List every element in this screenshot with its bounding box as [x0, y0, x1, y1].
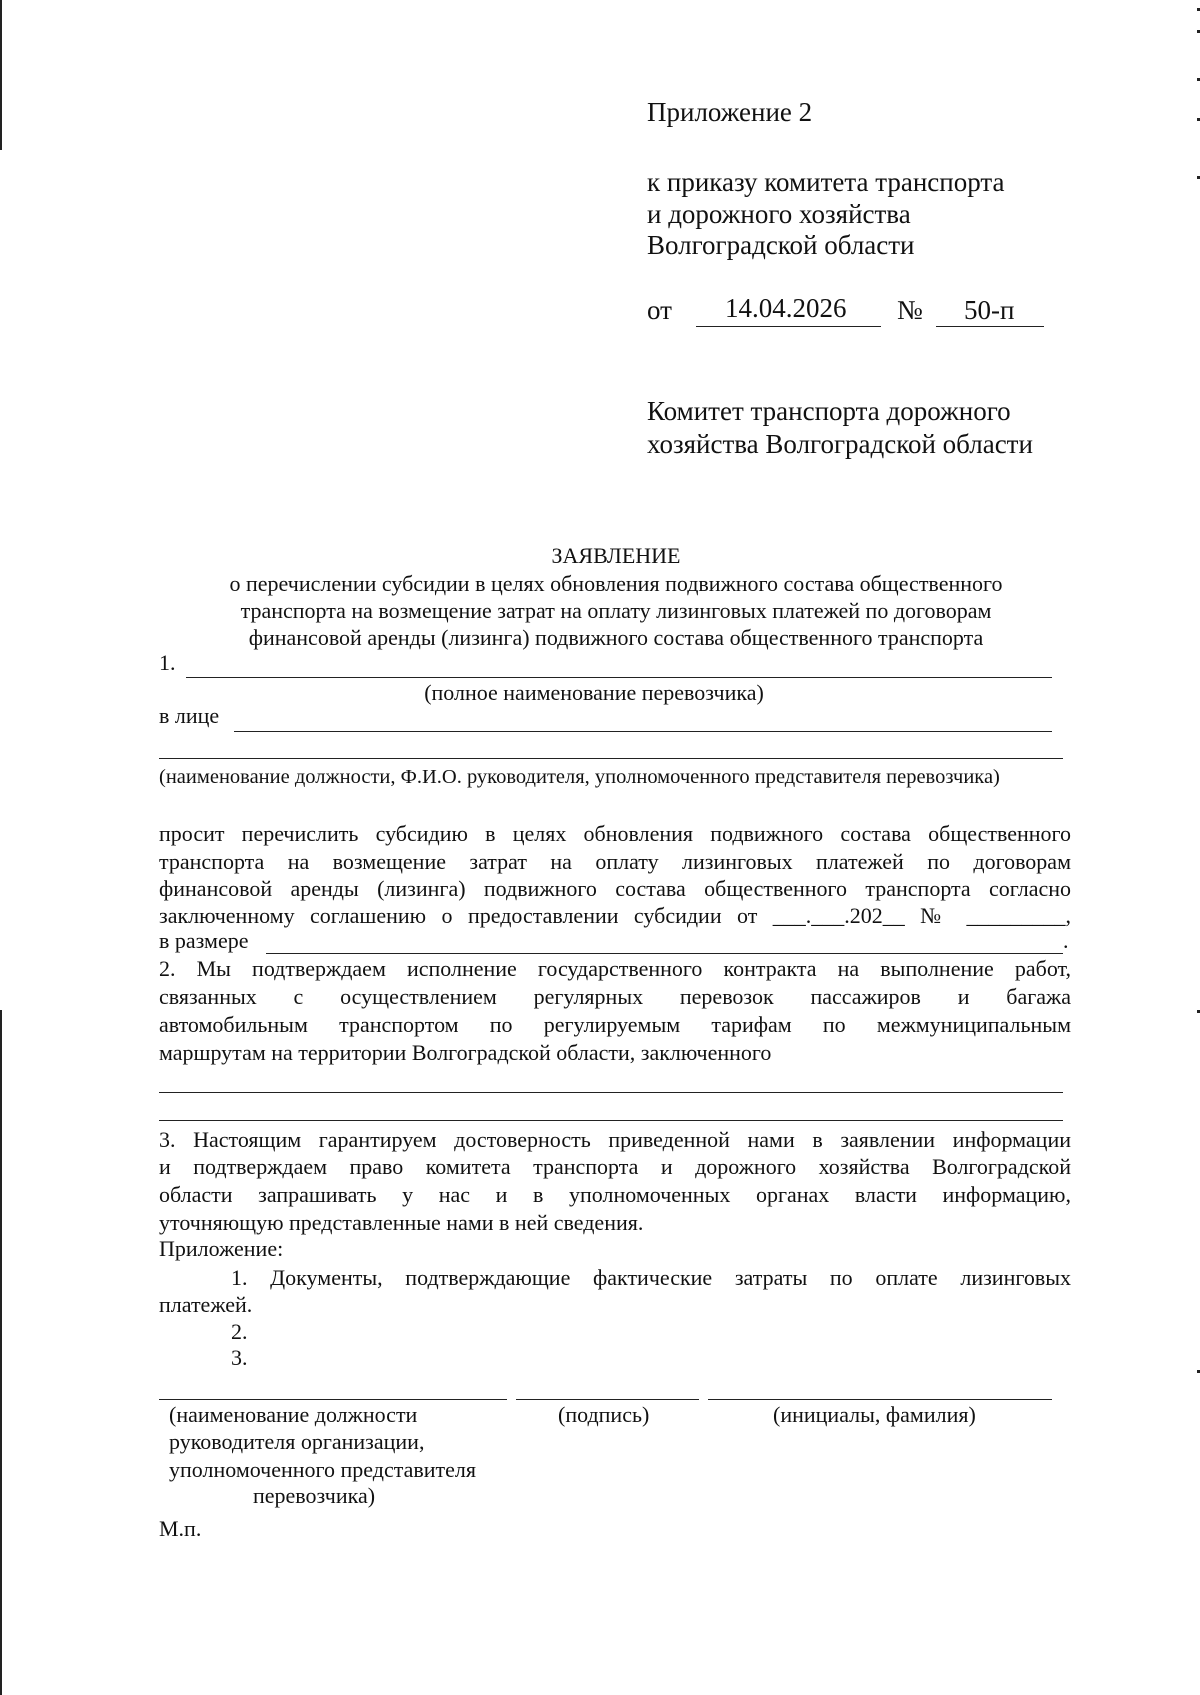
addressee-line: Комитет транспорта дорожного: [647, 396, 1011, 426]
number-sign: №: [897, 295, 923, 325]
item-3-line: и подтверждаем право комитета транспорта и дорожного хозяйства Волгоградской: [159, 1154, 1071, 1179]
addressee-line: хозяйства Волгоградской области: [647, 429, 1033, 459]
document-subtitle-line: транспорта на возмещение затрат на оплату лизинговых платежей по договорам: [240, 598, 992, 623]
in-person-label: в лице: [159, 703, 220, 728]
representative-caption: (наименование должности, Ф.И.О. руководителя, уполномоченного представителя перевозчика): [159, 766, 1000, 788]
position-caption-line: (наименование должности: [169, 1402, 418, 1427]
carrier-name-caption: (полное наименование перевозчика): [424, 680, 764, 705]
signature-field[interactable]: [516, 1399, 699, 1400]
amount-period: .: [1063, 928, 1069, 953]
position-signature-field[interactable]: [159, 1399, 507, 1400]
contract-field-continued[interactable]: [159, 1120, 1063, 1121]
item-3-line: 3. Настоящим гарантируем достоверность приведенной нами в заявлении информации: [159, 1127, 1071, 1152]
request-text-line: транспорта на возмещение затрат на оплату лизинговых платежей по договорам: [159, 849, 1071, 874]
carrier-name-field[interactable]: [186, 677, 1052, 678]
item-2-line: связанных с осуществлением регулярных перевозок пассажиров и багажа: [159, 984, 1071, 1009]
name-caption: (инициалы, фамилия): [773, 1402, 976, 1427]
request-text-line: финансовой аренды (лизинга) подвижного состава общественного транспорта согласно: [159, 876, 1071, 901]
scan-edge-line: [0, 1010, 2, 1695]
document-title: ЗАЯВЛЕНИЕ: [551, 543, 681, 568]
request-text-line: просит перечислить субсидию в целях обновления подвижного состава общественного: [159, 821, 1071, 846]
document-subtitle-line: о перечислении субсидии в целях обновления подвижного состава общественного: [229, 571, 1003, 596]
order-number: 50-п: [964, 295, 1015, 325]
scan-edge-line: [0, 0, 2, 150]
seal-place-label: М.п.: [159, 1516, 202, 1541]
position-caption-line: руководителя организации,: [169, 1429, 425, 1454]
position-caption-line: уполномоченного представителя: [169, 1457, 477, 1482]
order-reference-line: и дорожного хозяйства: [647, 199, 911, 229]
attachment-1-continuation: платежей.: [159, 1292, 253, 1317]
date-prefix: от: [647, 295, 672, 325]
order-date: 14.04.2026: [725, 293, 847, 323]
item-3-line: уточняющую представленные нами в ней сведения.: [159, 1210, 644, 1235]
representative-field[interactable]: [234, 731, 1052, 732]
number-underline: [936, 326, 1044, 327]
item-2-line: маршрутам на территории Волгоградской области, заключенного: [159, 1040, 772, 1065]
document-subtitle-line: финансовой аренды (лизинга) подвижного состава общественного транспорта: [248, 625, 984, 650]
item-3-line: области запрашивать у нас и в уполномоченных органах власти информацию,: [159, 1182, 1071, 1207]
date-underline: [696, 326, 881, 327]
signature-caption: (подпись): [558, 1402, 650, 1427]
amount-field[interactable]: [266, 953, 1063, 954]
attachments-label: Приложение:: [159, 1236, 284, 1261]
item-2-line: автомобильным транспортом по регулируемым тарифам по межмуниципальным: [159, 1012, 1071, 1037]
appendix-label: Приложение 2: [647, 97, 813, 127]
order-reference-line: Волгоградской области: [647, 230, 915, 260]
attachment-3: 3.: [231, 1345, 248, 1370]
representative-field-continued[interactable]: [159, 758, 1063, 759]
amount-label: в размере: [159, 928, 249, 953]
item-2-line: 2. Мы подтверждаем исполнение государственного контракта на выполнение работ,: [159, 956, 1071, 981]
agreement-line: заключенному соглашению о предоставлении субсидии от ___.___.202__ № _________,: [159, 903, 1071, 928]
position-caption-line: перевозчика): [253, 1483, 376, 1508]
order-reference-line: к приказу комитета транспорта: [647, 167, 1005, 197]
name-signature-field[interactable]: [708, 1399, 1052, 1400]
contract-field[interactable]: [159, 1092, 1063, 1093]
attachment-2: 2.: [231, 1319, 248, 1344]
item-1-number: 1.: [159, 650, 176, 675]
attachment-1-line: 1. Документы, подтверждающие фактические затраты по оплате лизинговых: [231, 1265, 1071, 1290]
